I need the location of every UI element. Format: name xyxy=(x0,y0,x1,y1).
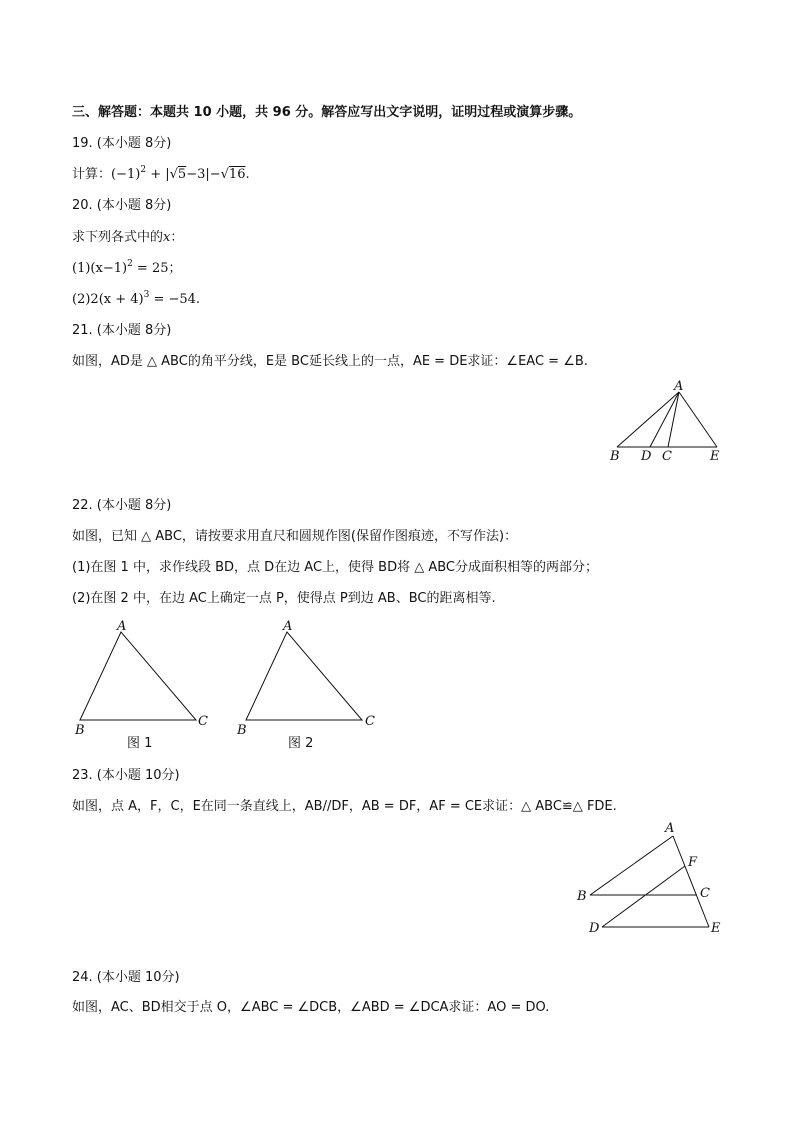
q19-expr-part3: −3|− xyxy=(186,167,221,182)
q23-label-C: C xyxy=(700,886,710,901)
q19-exp1: 2 xyxy=(140,165,147,175)
q20-p2-label: (2) xyxy=(72,292,91,307)
q23-statement: 如图，点 A，F，C，E在同一条直线上，AB//DF，AB = DF，AF = CE求证：△ ABC≌△ FDE. xyxy=(72,799,617,814)
q20-p1-exp: 2 xyxy=(127,259,133,269)
q20-intro-text: 求下列各式中的 xyxy=(72,230,164,245)
q22-statement: 如图，已知 △ ABC，请按要求用直尺和圆规作图(保留作图痕迹，不写作法)： xyxy=(72,529,518,544)
q22-fig2-label-C: C xyxy=(365,714,375,729)
q23-label-A: A xyxy=(665,821,675,836)
q20-p2-expr: 2(x + 4) xyxy=(90,292,144,307)
q19-sqrt-sign-1: √ xyxy=(169,167,178,182)
q19-expr-part1: (−1) xyxy=(111,167,141,182)
q19-sqrt-sign-2: √ xyxy=(220,167,229,182)
q19-radicand-1: 5 xyxy=(177,167,187,182)
q22-fig1-label-A: A xyxy=(117,619,127,634)
q21-line-AE xyxy=(679,392,717,447)
q23-line-BA xyxy=(590,836,673,895)
q22-fig1-caption: 图 1 xyxy=(127,736,153,751)
q22-fig2-triangle xyxy=(246,632,362,720)
q22-fig1-triangle xyxy=(80,632,196,720)
q21-line-BA xyxy=(617,392,679,447)
q20-part1 xyxy=(72,260,182,279)
q19-radicand-2: 16 xyxy=(228,167,246,182)
q22-part2: (2)在图 2 中，在边 AC上确定一点 P，使得点 P到边 AB、BC的距离相等. xyxy=(72,591,496,606)
q19-end: . xyxy=(245,167,250,182)
q22-fig1-label-C: C xyxy=(198,714,208,729)
q21-label-B: B xyxy=(610,449,620,464)
q20-p1-label: (1) xyxy=(72,261,91,276)
q19-header: 19. (本小题 8分) xyxy=(72,136,172,151)
q22-header: 22. (本小题 8分) xyxy=(72,498,172,513)
q22-fig2-label-B: B xyxy=(237,723,247,738)
q22-fig1-label-B: B xyxy=(75,723,85,738)
q21-label-A: A xyxy=(674,379,684,394)
q20-p2-exp: 3 xyxy=(143,290,150,300)
q24-statement: 如图，AC、BD相交于点 O，∠ABC = ∠DCB，∠ABD = ∠DCA求证：AO = DO. xyxy=(72,1000,550,1015)
q21-label-D: D xyxy=(641,449,652,464)
q20-intro xyxy=(72,229,183,247)
q20-p1-rest: = 25； xyxy=(132,261,182,276)
q20-p2-rest: = −54. xyxy=(149,292,201,307)
q19-prefix: 计算： xyxy=(72,167,112,182)
q21-statement: 如图，AD是 △ ABC的角平分线，E是 BC延长线上的一点，AE = DE求证：∠EAC = ∠B. xyxy=(72,354,588,369)
q21-line-AC xyxy=(668,392,679,447)
q20-intro-end: ： xyxy=(170,230,184,245)
q22-fig2-label-A: A xyxy=(283,619,293,634)
section-heading: 三、解答题：本题共 10 小题，共 96 分。解答应写出文字说明，证明过程或演算步骤。 xyxy=(72,105,582,120)
q23-line-AE xyxy=(673,836,709,927)
q19-expr-part2: + | xyxy=(146,167,170,182)
q20-header: 20. (本小题 8分) xyxy=(72,198,172,213)
q24-header: 24. (本小题 10分) xyxy=(72,970,180,985)
q23-label-D: D xyxy=(589,921,600,936)
q23-header: 23. (本小题 10分) xyxy=(72,768,180,783)
q19-expression xyxy=(72,166,250,185)
q23-label-E: E xyxy=(711,921,721,936)
q21-label-C: C xyxy=(662,449,672,464)
q21-line-AD xyxy=(650,392,679,447)
q20-intro-var: x xyxy=(163,230,171,245)
q22-fig2-caption: 图 2 xyxy=(288,736,314,751)
q23-label-B: B xyxy=(577,889,587,904)
q23-label-F: F xyxy=(688,855,698,870)
q21-label-E: E xyxy=(710,449,720,464)
q20-p1-expr: (x−1) xyxy=(90,261,128,276)
q21-header: 21. (本小题 8分) xyxy=(72,323,172,338)
q20-part2 xyxy=(72,291,200,310)
q23-line-DF xyxy=(602,866,685,927)
q22-part1: (1)在图 1 中，求作线段 BD，点 D在边 AC上，使得 BD将 △ ABC分成面积相等的两部分； xyxy=(72,560,599,575)
